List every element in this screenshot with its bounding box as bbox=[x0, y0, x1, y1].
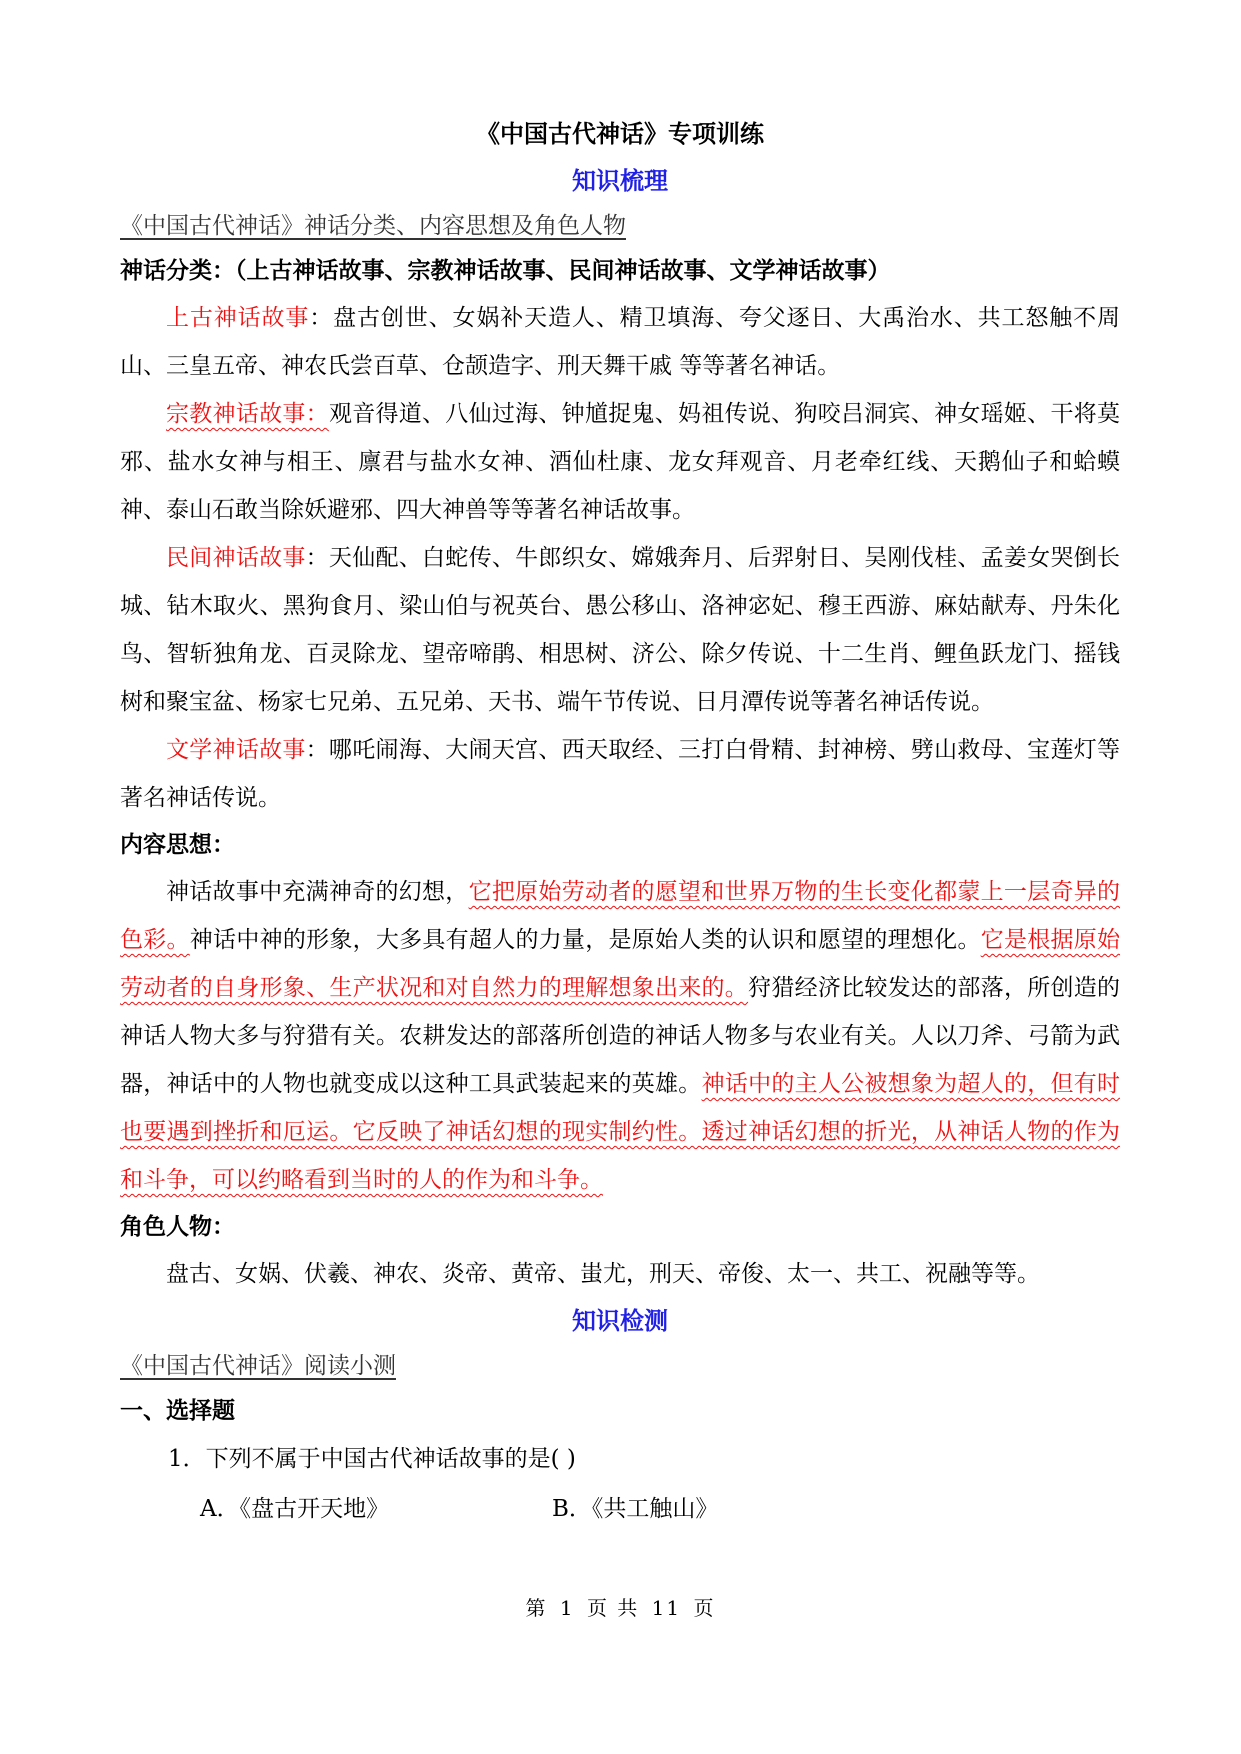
footer-pre: 第 bbox=[525, 1596, 548, 1620]
subheading-classification: 《中国古代神话》神话分类、内容思想及角色人物 bbox=[120, 213, 626, 239]
option-b: B．《共工触山》 bbox=[552, 1496, 719, 1522]
paragraph-ancient bbox=[120, 294, 1120, 390]
section-heading-test: 知识检测 bbox=[572, 1307, 668, 1335]
footer-page-number: 1 bbox=[559, 1596, 575, 1620]
folk-text: ：天仙配、白蛇传、牛郎织女、嫦娥奔月、后羿射日、吴刚伐桂、孟姜女哭倒长城、钻木取火、黑狗食月、梁山伯与祝英台、愚公移山、洛神宓妃、穆王西游、麻姑献寿、丹朱化鸟、智斩独角龙、百灵除龙、望帝啼鹃、相思树、济公、除夕传说、十二生肖、鲤鱼跃龙门、摇钱树和聚宝盆、杨家七兄弟、五兄弟、天书、端午节传说、日月潭传说等著名神话传说。 bbox=[120, 545, 1121, 715]
question-1: 1．下列不属于中国古代神话故事的是( ) bbox=[168, 1446, 576, 1472]
footer-total-pages: 11 bbox=[651, 1596, 682, 1620]
religious-label: 宗教神话故事： bbox=[166, 401, 329, 427]
content-highlight-3: 神话中的主人公被想象为超人的，但有时也要遇到挫折和厄运。它反映了神话幻想的现实制约性。透过神话幻想的折光，从神话人物的作为和斗争，可以约略看到当时的人的作为和斗争。 bbox=[120, 1071, 1121, 1193]
folk-label: 民间神话故事 bbox=[166, 545, 306, 571]
paragraph-roles: 盘古、女娲、伏羲、神农、炎帝、黄帝、蚩尤，刑天、帝俊、太一、共工、祝融等等。 bbox=[166, 1261, 1040, 1287]
classification-label: 神话分类：（上古神话故事、宗教神话故事、民间神话故事、文学神话故事） bbox=[120, 258, 891, 284]
content-text-1: 神话故事中充满神奇的幻想， bbox=[166, 879, 469, 905]
question-1-options bbox=[120, 1484, 1120, 1534]
paragraph-literary bbox=[120, 726, 1120, 822]
page-footer bbox=[0, 1592, 1241, 1621]
ancient-text: ：盘古创世、女娲补天造人、精卫填海、夸父逐日、大禹治水、共工怒触不周山、三皇五帝、神农氏尝百草、仓颉造字、刑天舞干戚 等等著名神话。 bbox=[120, 305, 1121, 379]
subheading-quiz: 《中国古代神话》阅读小测 bbox=[120, 1353, 396, 1379]
content-label: 内容思想： bbox=[120, 832, 235, 858]
literary-text: ：哪吒闹海、大闹天宫、西天取经、三打白骨精、封神榜、劈山救母、宝莲灯等著名神话传说。 bbox=[120, 737, 1121, 811]
content-highlight-1: 它把原始劳动者的愿望和世界万物的生长变化都蒙上一层奇异的色彩。 bbox=[120, 879, 1121, 953]
paragraph-content bbox=[120, 868, 1120, 1204]
paragraph-folk bbox=[120, 534, 1120, 726]
footer-post: 页 bbox=[693, 1596, 716, 1620]
ancient-label: 上古神话故事 bbox=[166, 305, 310, 331]
literary-label: 文学神话故事 bbox=[166, 737, 306, 763]
part-one-label: 一、选择题 bbox=[120, 1398, 235, 1424]
content-text-3: 狩猎经济比较发达的部落，所创造的神话人物大多与狩猎有关。农耕发达的部落所创造的神话人物多与农业有关。人以刀斧、弓箭为武器，神话中的人物也就变成以这种工具武装起来的英雄。 bbox=[120, 975, 1121, 1097]
religious-text: 观音得道、八仙过海、钟馗捉鬼、妈祖传说、狗咬吕洞宾、神女瑶姬、干将莫邪、盐水女神与相王、廪君与盐水女神、酒仙杜康、龙女拜观音、月老牵红线、天鹅仙子和蛤蟆神、泰山石敢当除妖避邪、四大神兽等等著名神话故事。 bbox=[120, 401, 1121, 523]
roles-label: 角色人物： bbox=[120, 1214, 235, 1240]
section-heading-knowledge: 知识梳理 bbox=[572, 167, 668, 195]
paragraph-religious bbox=[120, 390, 1120, 534]
content-highlight-2: 它是根据原始劳动者的自身形象、生产状况和对自然力的理解想象出来的。 bbox=[120, 927, 1121, 1001]
page-title: 《中国古代神话》专项训练 bbox=[476, 120, 764, 148]
content-text-2: 神话中神的形象，大多具有超人的力量，是原始人类的认识和愿望的理想化。 bbox=[189, 927, 981, 953]
footer-mid: 页 共 bbox=[586, 1596, 640, 1620]
document-page bbox=[120, 110, 1120, 1534]
option-a: A．《盘古开天地》 bbox=[200, 1496, 390, 1522]
